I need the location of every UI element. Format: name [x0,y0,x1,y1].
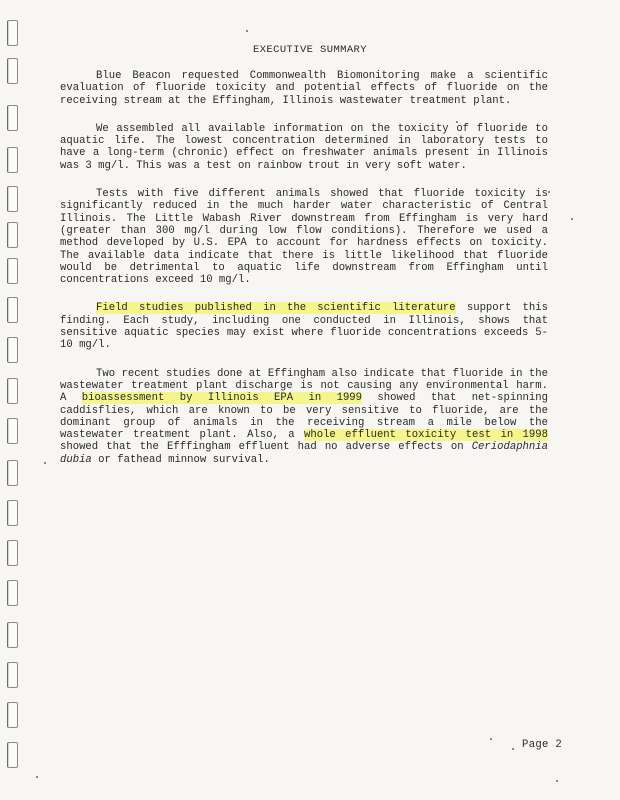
body-text: showed that the Efffingham effluent had no adverse effects on [60,441,472,454]
page-number: Page 2 [522,739,562,751]
binder-hole [7,105,18,131]
body-text: Tests with five different animals showed that fluoride toxicity is significantly reduced in the much harder water characteristic of Central Illinois. The Little Wabash River downstream from Effingham is very hard (greater than 300 mg/l during low flow conditions). Therefore we used a method developed by U.S. EPA to account for hardness effects on toxicity. The available data indicate that there is little likelihood that fluoride would be detrimental to aquatic life downstream from Effingham until concentrations exceed 10 mg/l. [60,188,548,287]
highlighted-text: Field studies published in the scientific literature [96,302,456,315]
binder-hole [7,258,18,284]
binder-hole [7,580,18,606]
scan-speck [36,776,38,778]
binder-hole [7,662,18,688]
highlighted-text: bioassessment by Illinois EPA in 1999 [81,392,363,405]
scan-speck [490,738,492,740]
binder-hole [7,540,18,566]
binder-hole [7,622,18,648]
scan-speck [44,462,46,464]
scan-speck [556,780,558,782]
body-text: showed that net-spinning caddisflies, which are known to be very sensitive to fluoride, are the dominant group of animals in the receiving stream a mile below the wastewater treatment plant. Also, a [60,392,548,442]
binder-hole [7,337,18,363]
body-text: Two recent studies done at Effingham also indicate that fluoride in the wastewater treatment plant discharge is not causing any environmental harm. A [60,367,548,405]
binder-hole [7,742,18,768]
binder-hole [7,378,18,404]
scan-speck [456,121,458,123]
body-text: support this finding. Each study, including one conducted in Illinois, shows that sensitive aquatic species may exist where fluoride concentrations exceeds 5-10 mg/l. [60,302,548,352]
summary-paragraph [60,70,548,107]
binder-hole [7,186,18,212]
binder-hole [7,702,18,728]
species-name: Ceriodaphnia dubia [60,441,548,466]
binder-hole [7,58,18,84]
summary-paragraph [60,302,548,351]
summary-paragraph [60,123,548,172]
binder-hole [7,222,18,248]
summary-paragraph [60,368,548,466]
scan-speck [571,218,573,220]
binder-hole [7,460,18,486]
summary-paragraph [60,188,548,286]
highlighted-text: whole effluent toxicity test in 1998 [304,429,548,442]
scan-speck [246,30,248,32]
scan-speck [548,191,550,193]
binder-hole [7,500,18,526]
binder-hole [7,297,18,323]
binder-hole [7,418,18,444]
binder-hole [7,20,18,46]
body-text: Blue Beacon requested Commonwealth Biomonitoring make a scientific evaluation of fluoride toxicity and potential effects of fluoride on the receiving stream at the Effingham, Illinois wastewater treatment plant. [60,70,548,107]
binder-hole [7,147,18,173]
body-text: or fathead minnow survival. [91,453,270,466]
page-title: EXECUTIVE SUMMARY [253,44,367,56]
body-text: We assembled all available information on the toxicity of fluoride to aquatic life. The lowest concentration determined in laboratory tests to have a long-term (chronic) effect on freshwater animals present in Illinois was 3 mg/l. This was a test on rainbow trout in very soft water. [60,122,548,172]
scan-speck [512,748,514,750]
binder-hole-strip [0,0,26,800]
summary-body [60,70,548,482]
